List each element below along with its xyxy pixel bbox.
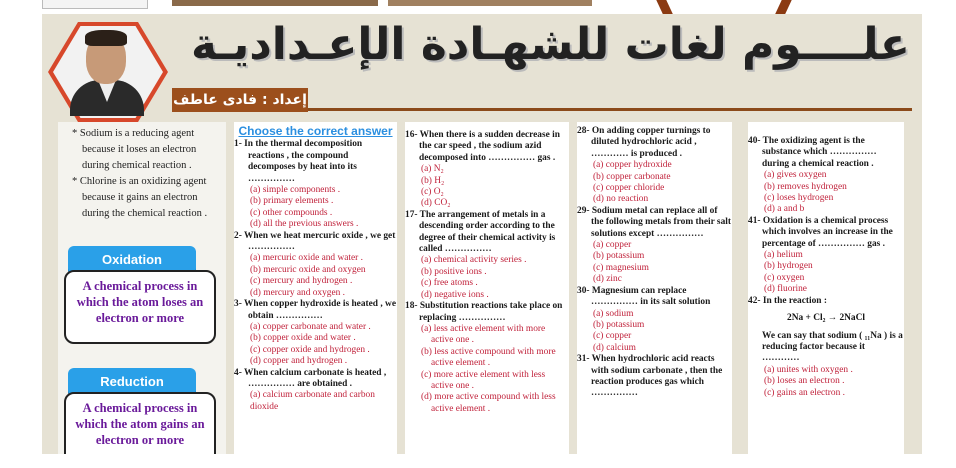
answer-option[interactable]: (a) copper carbonate and water .	[250, 321, 371, 332]
note-line: * Chlorine is an oxidizing agent	[72, 176, 207, 187]
questions-column-4	[748, 122, 904, 468]
question-text: 29- Sodium metal can replace all of the following metals from their salt solutions except ……………	[577, 205, 731, 239]
answer-option[interactable]: (b) hydrogen	[764, 261, 813, 272]
answer-option[interactable]: (b) potassium	[593, 251, 645, 262]
section-heading: Choose the correct answer	[238, 124, 393, 138]
answer-option: (c) gains an electron .	[764, 387, 845, 398]
answer-option[interactable]: (b) mercuric oxide and oxygen	[250, 264, 366, 275]
answer-option[interactable]: (d) copper and hydrogen .	[250, 356, 348, 367]
question-text: 30- Magnesium can replace …………… in its salt solution	[577, 285, 711, 308]
reaction-equation: 2Na + Cl₂ → 2NaCl	[787, 313, 865, 324]
answer-option[interactable]: (b) positive ions .	[421, 266, 487, 277]
answer-option[interactable]: (d) a and b	[764, 204, 805, 215]
question-text: 31- When hydrochloric acid reacts with sodium carbonate , then the reaction produces gas which ……………	[577, 354, 723, 399]
answer-option[interactable]: (b) removes hydrogen	[764, 181, 847, 192]
answer-option[interactable]: (b) potassium	[593, 319, 645, 330]
question-text: 1- In the thermal decomposition reactions , the compound decomposes by heat into its ……………	[234, 139, 363, 184]
answer-option[interactable]: (d) no reaction	[593, 194, 649, 205]
notes-column	[58, 122, 226, 454]
answer-option[interactable]: (a) mercuric oxide and water .	[250, 253, 363, 264]
question-text: 41- Oxidation is a chemical process which involves an increase in the percentage of …………… gas .	[748, 215, 893, 249]
answer-option: (b) loses an electron .	[764, 376, 845, 387]
answer-option[interactable]: (a) calcium carbonate and carbon dioxide	[250, 390, 375, 412]
question-text: 40- The oxidizing agent is the substance which …………… during a chemical reaction .	[748, 136, 877, 169]
answer-option[interactable]: active one .	[431, 380, 474, 391]
author-photo-hair	[85, 30, 127, 46]
answer-option[interactable]: (b) copper carbonate	[593, 171, 671, 182]
question-text: 42- In the reaction :	[748, 295, 827, 306]
question-list	[405, 130, 569, 415]
answer-option[interactable]: (a) N₂	[421, 164, 444, 175]
answer-option[interactable]: (c) copper	[593, 331, 632, 342]
question-text: 16- When there is a sudden decrease in the car speed , the sodium azid decomposed into …………… gas .	[405, 130, 560, 163]
answer-option[interactable]: (a) simple components .	[250, 185, 341, 196]
answer-option[interactable]: (c) magnesium	[593, 262, 649, 273]
questions-column-3	[577, 122, 732, 458]
notes-block	[58, 122, 226, 222]
answer-option[interactable]: (b) copper oxide and water .	[250, 333, 356, 344]
note-line: because it gains an electron	[82, 192, 198, 203]
answer-option[interactable]: active one .	[431, 335, 474, 346]
answer-option[interactable]: (c) more active element with less	[421, 369, 546, 380]
note-line: during the chemical reaction .	[82, 208, 208, 219]
oxidation-label: Oxidation	[68, 246, 196, 274]
answer-option[interactable]: (c) oxygen	[764, 272, 805, 283]
answer-option[interactable]: (d) all the previous answers .	[250, 219, 359, 230]
answer-option[interactable]: (a) copper hydroxide	[593, 160, 672, 171]
answer-option[interactable]: active element .	[431, 358, 491, 369]
note-line: * Sodium is a reducing agent	[72, 128, 195, 139]
answer-option[interactable]: (c) free atoms .	[421, 278, 478, 289]
answer-option[interactable]: (a) chemical activity series .	[421, 255, 527, 266]
questions-column-1	[234, 122, 397, 454]
answer-option[interactable]: (a) copper	[593, 240, 632, 251]
answer-option[interactable]: (d) fluorine	[764, 284, 807, 295]
top-thumbnail-image	[172, 0, 378, 6]
answer-option[interactable]: (c) mercury and hydrogen .	[250, 276, 353, 287]
answer-option[interactable]: (c) other compounds .	[250, 207, 333, 218]
question-text: 3- When copper hydroxide is heated , we obtain ……………	[234, 299, 396, 321]
answer-option[interactable]: (d) negative ions .	[421, 289, 489, 300]
question-list	[748, 136, 904, 307]
answer-option[interactable]: (c) copper oxide and hydrogen .	[250, 344, 370, 355]
questions-column-2	[405, 122, 569, 462]
question-text: We can say that sodium ( ₁₁Na ) is a reducing factor because it …………	[762, 330, 903, 364]
answer-option[interactable]: (a) less active element with more	[421, 323, 546, 334]
header-divider	[300, 108, 912, 111]
question-text: 2- When we heat mercuric oxide , we get ……………	[234, 230, 396, 253]
answer-option[interactable]: (c) loses hydrogen	[764, 193, 834, 204]
reduction-definition: A chemical process in which the atom gains an electron or more	[64, 392, 216, 454]
answer-option[interactable]: (a) sodium	[593, 308, 634, 319]
answer-option[interactable]: (d) zinc	[593, 274, 622, 285]
question-text: 28- On adding copper turnings to diluted hydrochloric acid , ………… is produced .	[577, 126, 711, 159]
question-list	[234, 139, 397, 413]
top-thumbnail-frame	[42, 0, 148, 9]
answer-option[interactable]: (a) gives oxygen	[764, 170, 827, 181]
answer-option[interactable]: (d) mercury and oxygen .	[250, 287, 346, 298]
page-title: علــــوم لغات للشهـادة الإعـداديـة	[190, 19, 910, 70]
question-text: 17- The arrangement of metals in a descending order according to the degree of their chemical activity is called ……………	[405, 209, 556, 255]
answer-option[interactable]: active element .	[431, 403, 491, 414]
author-label: إعداد : فادى عاطف	[172, 88, 308, 112]
answer-option[interactable]: (b) primary elements .	[250, 196, 334, 207]
note-line: because it loses an electron	[82, 144, 197, 155]
note-line: during chemical reaction .	[82, 160, 192, 171]
question-text: 4- When calcium carbonate is heated , …………… are obtained .	[234, 367, 387, 389]
reduction-label: Reduction	[68, 368, 196, 396]
answer-option[interactable]: (c) copper chloride	[593, 183, 665, 194]
question-list	[577, 126, 732, 400]
answer-option[interactable]: (b) H₂	[421, 175, 445, 186]
question-text: 18- Substitution reactions take place on replacing ……………	[405, 301, 563, 323]
answer-option: (a) unites with oxygen .	[764, 364, 853, 375]
answer-option[interactable]: (b) less active compound with more	[421, 346, 556, 357]
answer-option[interactable]: (a) helium	[764, 250, 803, 261]
oxidation-definition: A chemical process in which the atom loses an electron or more	[64, 270, 216, 344]
answer-option[interactable]: (d) CO₂	[421, 198, 451, 209]
answer-option[interactable]: (c) O₂	[421, 187, 444, 198]
top-thumbnail-image	[388, 0, 592, 6]
answer-option[interactable]: (d) more active compound with less	[421, 392, 556, 403]
answer-option[interactable]: (d) calcium	[593, 342, 636, 353]
